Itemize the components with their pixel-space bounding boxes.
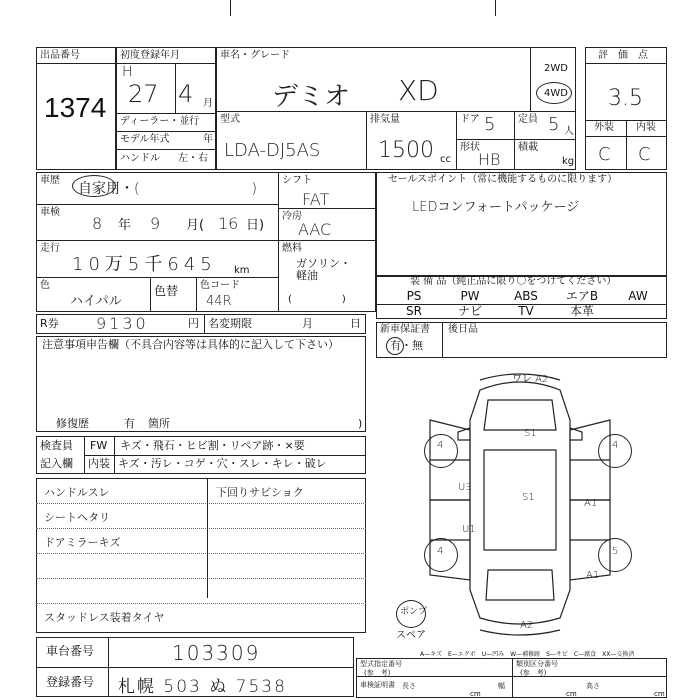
ext-value: C	[598, 144, 611, 165]
score-label: 評 価 点	[598, 50, 648, 61]
top-marks	[0, 0, 700, 30]
aircon-value: AAC	[298, 220, 332, 239]
aircon-label: 冷房	[282, 211, 302, 222]
car-history-value: 自家用・( )	[78, 181, 257, 197]
equipment-item: エアB	[565, 289, 599, 303]
tire-rr	[598, 538, 632, 572]
inspection-year: 8	[92, 214, 103, 233]
damage-mark: 4	[437, 546, 444, 557]
remark-line: スタッドレス装着タイヤ	[44, 611, 165, 624]
recycle-box	[36, 314, 366, 334]
drive-4wd: 4WD	[544, 88, 568, 99]
notes-label: 注意事項申告欄（不具合内容等は具体的に記入して下さい）	[42, 338, 339, 351]
int-label: 内装	[636, 122, 656, 133]
remark-line: ドアミラーキズ	[44, 536, 121, 549]
body-shape-label: 形状	[460, 142, 480, 153]
car-diagram	[400, 360, 680, 650]
car-name-value: デミオ	[272, 82, 351, 112]
car-grade-value: XD	[398, 74, 439, 107]
dealer-label: ディーラー・並行	[120, 116, 200, 127]
car-name-label: 車名・グレード	[220, 50, 290, 61]
mileage-label: 走行	[40, 243, 60, 254]
fw-items: キズ・飛石・ヒビ割・リペア跡・×要	[120, 439, 305, 452]
remark-line: シートヘタリ	[44, 511, 110, 524]
equipment-item: ナビ	[457, 304, 482, 318]
fuel-label: 燃料	[282, 243, 302, 254]
car-history-label: 車歴	[40, 175, 60, 186]
equipment-item: PS	[406, 289, 422, 303]
doors-value: 5	[484, 114, 496, 135]
lot-label: 出品番号	[40, 50, 80, 61]
equipment-item: SR	[406, 304, 422, 318]
capacity-label: 定員	[518, 114, 538, 125]
drive-2wd: 2WD	[544, 63, 568, 74]
model-type-value: LDA-DJ5AS	[224, 140, 321, 161]
damage-mark: A1	[584, 498, 598, 509]
displacement-value: 1500	[378, 138, 434, 163]
fuel-value: ガソリン・軽油	[296, 257, 351, 282]
inspection-day: 16	[218, 214, 239, 233]
registration-label: 登録番号	[46, 675, 95, 689]
shift-label: シフト	[282, 175, 312, 186]
name-change-label: 名変期限	[208, 317, 252, 330]
damage-mark: U3	[458, 482, 472, 493]
damage-mark: 4	[437, 440, 444, 451]
inspection-label: 車検	[40, 207, 60, 218]
damage-legend: A—キズ E—エクボ U—凹み W—補修跡 S—サビ C—腐食 XX—交換済	[420, 651, 635, 658]
inspector-label: 検査員	[40, 439, 73, 452]
repair-label: 修復歴	[56, 417, 89, 430]
equipment-item: TV	[518, 304, 534, 318]
int-items: キズ・汚レ・コゲ・穴・スレ・キレ・破レ	[118, 457, 327, 470]
spare-mark: ポンプ	[400, 607, 428, 617]
inspection-month: 9	[150, 214, 161, 233]
first-reg-month: 4	[178, 80, 194, 108]
score-value: 3.5	[608, 86, 643, 111]
registration-value: 札幌 503 ぬ 7538	[118, 677, 287, 697]
int-value: C	[638, 144, 651, 165]
color-label: 色	[40, 280, 50, 291]
shift-value: FAT	[302, 190, 330, 209]
mileage-value: 10万5千645	[72, 254, 217, 275]
ext-label: 外装	[594, 122, 614, 133]
handle-value: 左・右	[178, 153, 208, 164]
spare-label: スペア	[396, 630, 426, 641]
lot-number: 1374	[44, 92, 107, 123]
repair-suffix: 箇所	[148, 417, 170, 430]
model-type-label: 型式	[220, 114, 240, 125]
remark-right: 下回りサビショク	[216, 486, 304, 499]
capacity-value: 5	[548, 114, 560, 135]
damage-mark: A2	[520, 620, 534, 631]
sales-point-box	[376, 172, 667, 276]
doors-label: ドア	[460, 114, 480, 125]
equipment-item: PW	[460, 289, 480, 303]
tire-fr	[598, 434, 632, 468]
warranty-value: 有・無	[390, 339, 423, 352]
repair-value: 有	[124, 417, 135, 430]
color-code-label: 色コード	[200, 280, 240, 291]
equipment-grid	[386, 289, 666, 319]
chassis-value: 103309	[172, 641, 261, 665]
inspector-label2: 記入欄	[40, 457, 73, 470]
damage-mark: 4	[612, 440, 619, 451]
damage-mark: A1	[586, 570, 600, 581]
recycle-label: R券	[40, 317, 59, 330]
drive-circle	[536, 82, 572, 104]
damage-mark: U1	[462, 524, 476, 535]
later-item-label: 後日品	[448, 324, 478, 335]
remark-line: ハンドルスレ	[44, 486, 110, 499]
model-year-label: モデル年式	[120, 134, 170, 145]
equipment-item: AW	[628, 289, 648, 303]
body-shape-value: HB	[478, 150, 501, 169]
equipment-label: 装 備 品（純正品に限り〇をつけてください）	[410, 276, 617, 287]
first-reg-year: 27	[128, 80, 159, 108]
tire-fl	[424, 434, 458, 468]
equipment-item: 本革	[569, 304, 594, 318]
color-change-label: 色替	[154, 284, 179, 298]
displacement-label: 排気量	[370, 114, 400, 125]
tire-rl	[424, 538, 458, 572]
damage-mark: S1	[522, 492, 535, 503]
sales-point-label: セールスポイント（常に機能するものに限ります）	[388, 174, 618, 185]
handle-label: ハンドル	[120, 153, 160, 164]
load-label: 積載	[518, 142, 538, 153]
color-code: 44R	[206, 294, 232, 309]
warranty-label: 新車保証書	[380, 324, 430, 335]
equipment-item: ABS	[514, 289, 538, 303]
chassis-label: 車台番号	[46, 644, 95, 658]
damage-mark: S1	[524, 428, 537, 439]
damage-mark: ワレ A2	[512, 374, 549, 385]
first-reg-label: 初度登録年月	[120, 50, 180, 61]
sales-point-value: LEDコンフォートパッケージ	[412, 200, 580, 215]
damage-mark: 5	[612, 546, 619, 557]
recycle-value: 9130	[96, 314, 149, 333]
color-value: ハイパル	[70, 294, 122, 309]
first-reg-era: H	[122, 64, 133, 80]
